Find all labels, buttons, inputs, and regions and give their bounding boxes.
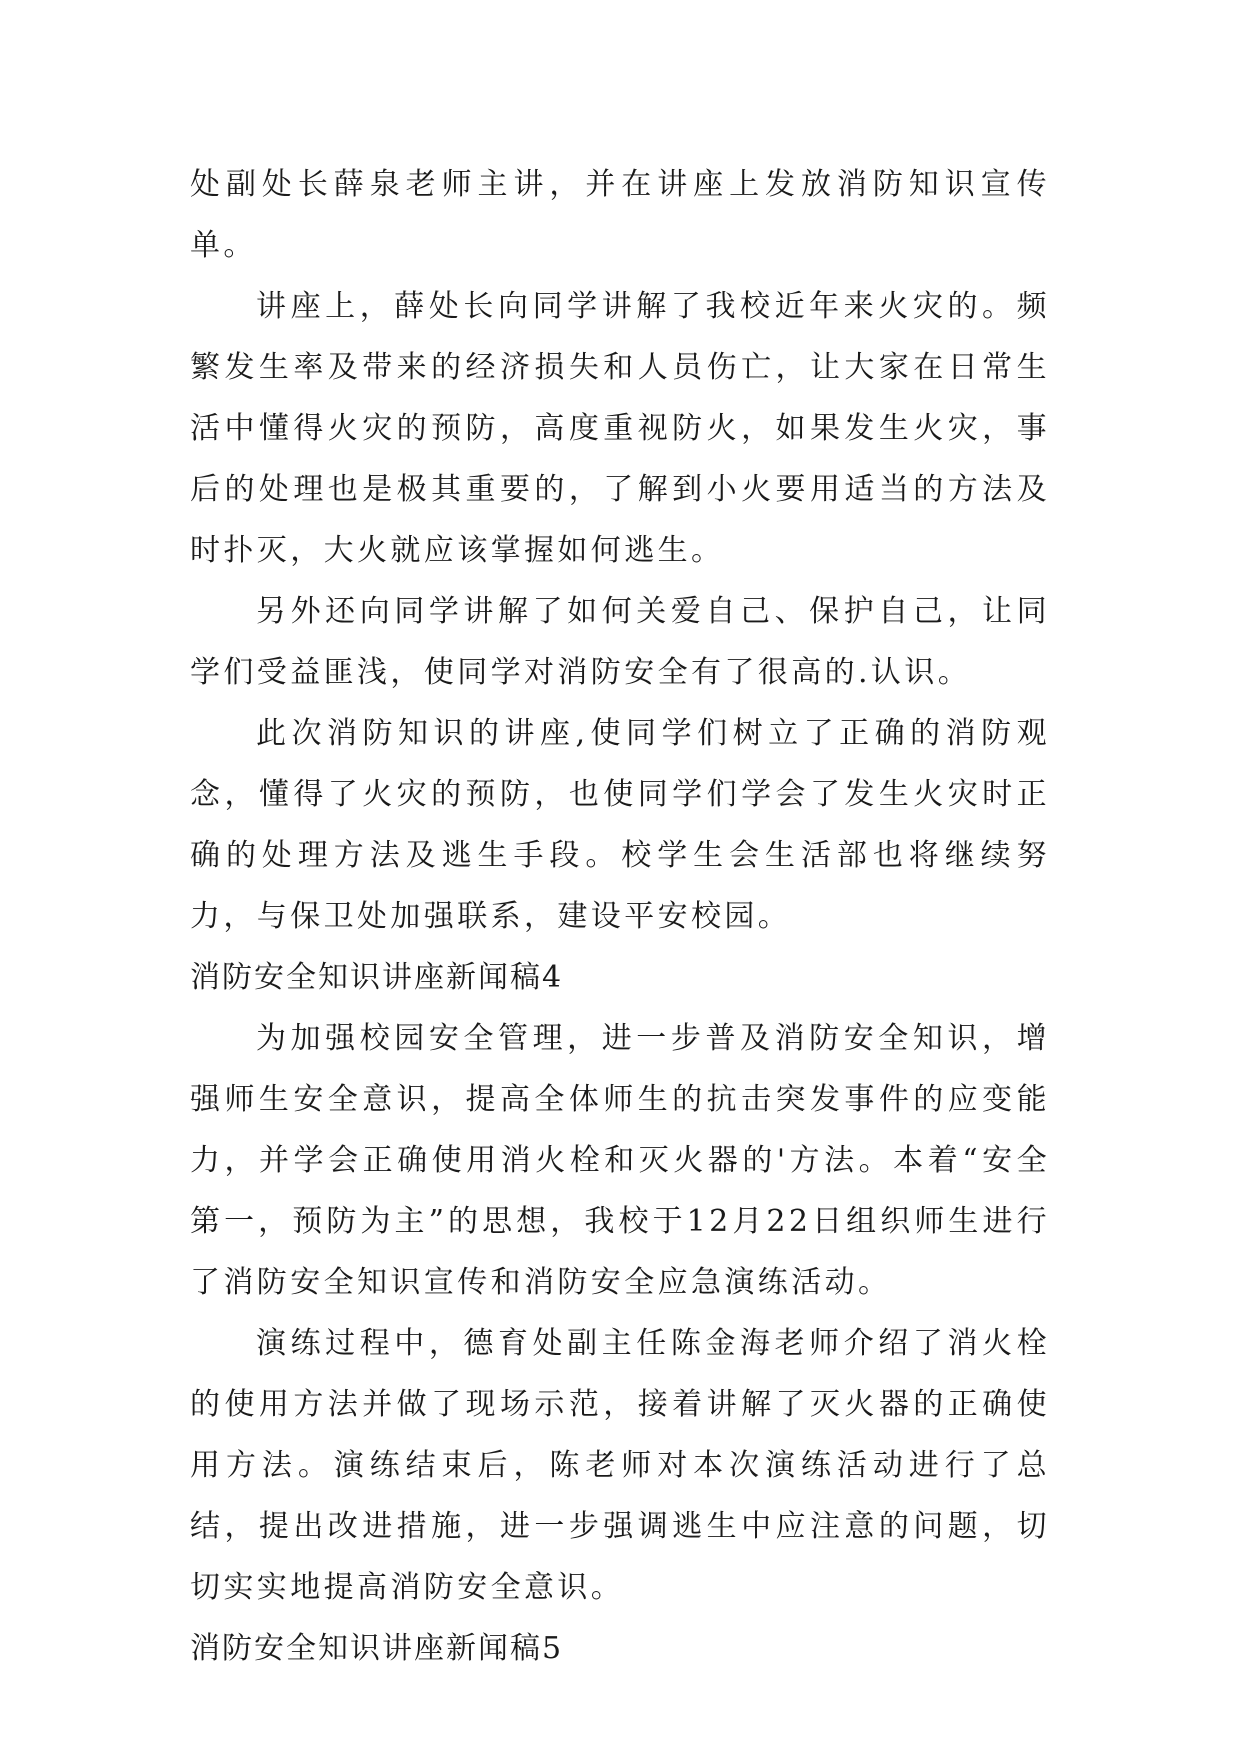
paragraph-continued: 处副处长薛泉老师主讲，并在讲座上发放消防知识宣传单。 <box>190 167 1050 263</box>
paragraph-drill-intro: 为加强校园安全管理，进一步普及消防安全知识，增强师生安全意识，提高全体师生的抗击突发事件的应变能力，并学会正确使用消火栓和灭火器的'方法。本着“安全第一，预防为主”的思想，我校于12月22日组织师生进行了消防安全知识宣传和消防安全应急演练活动。 <box>190 1021 1050 1300</box>
document-body <box>190 154 1050 1679</box>
paragraph-lecture-summary: 此次消防知识的讲座,使同学们树立了正确的消防观念，懂得了火灾的预防，也使同学们学会了发生火灾时正确的处理方法及逃生手段。校学生会生活部也将继续努力，与保卫处加强联系，建设平安校园。 <box>190 716 1050 934</box>
paragraph-drill-process: 演练过程中，德育处副主任陈金海老师介绍了消火栓的使用方法并做了现场示范，接着讲解了灭火器的正确使用方法。演练结束后，陈老师对本次演练活动进行了总结，提出改进措施，进一步强调逃生中应注意的问题，切切实实地提高消防安全意识。 <box>190 1326 1050 1605</box>
paragraph-lecture-content: 讲座上，薛处长向同学讲解了我校近年来火灾的。频繁发生率及带来的经济损失和人员伤亡，让大家在日常生活中懂得火灾的预防，高度重视防火，如果发生火灾，事后的处理也是极其重要的，了解到小火要用适当的方法及时扑灭，大火就应该掌握如何逃生。 <box>190 289 1050 568</box>
section-heading-5: 消防安全知识讲座新闻稿5 <box>190 1631 564 1666</box>
section-heading-4: 消防安全知识讲座新闻稿4 <box>190 960 564 995</box>
paragraph-self-protection: 另外还向同学讲解了如何关爱自己、保护自己，让同学们受益匪浅，使同学对消防安全有了很高的.认识。 <box>190 594 1050 690</box>
